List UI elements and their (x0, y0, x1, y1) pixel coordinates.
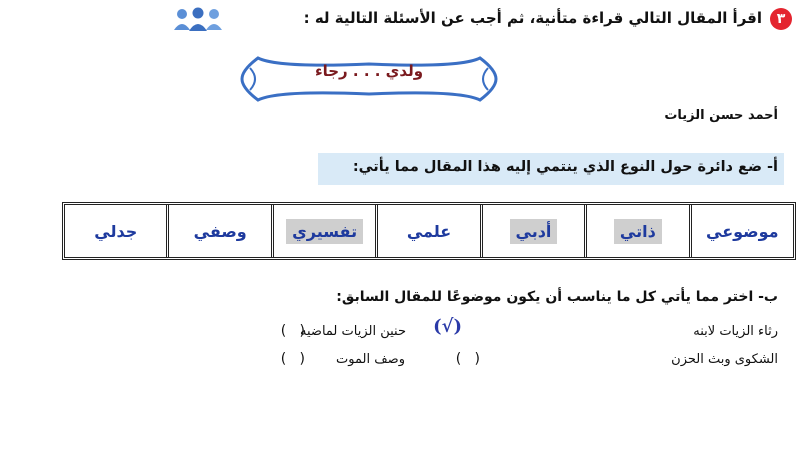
choice-label-3: الشكوى وبث الحزن (671, 352, 778, 367)
choice-label-4: وصف الموت (336, 352, 405, 367)
choice-label-1: رثاء الزيات لابنه (693, 324, 778, 339)
question-number-badge: ٣ (770, 8, 792, 30)
people-icon (172, 6, 224, 32)
option-argumentative[interactable]: جدلي (94, 221, 138, 241)
part-b-prompt: ب- اختر مما يأتي كل ما يناسب أن يكون موضوعًا للمقال السابق: (336, 289, 778, 305)
choice-mark-3[interactable]: ( ) (455, 351, 480, 367)
choice-mark-2[interactable]: ( ) (280, 323, 305, 339)
part-a-prompt: أ- ضع دائرة حول النوع الذي ينتمي إليه هذا المقال مما يأتي: (352, 159, 778, 175)
choice-mark-4[interactable]: ( ) (280, 351, 305, 367)
question-heading: اقرأ المقال التالي قراءة متأنية، ثم أجب عن الأسئلة التالية له : (303, 9, 762, 27)
article-author: أحمد حسن الزيات (664, 108, 778, 123)
option-objective[interactable]: موضوعي (689, 205, 793, 257)
option-subjective[interactable]: ذاتي (584, 205, 688, 257)
option-literary[interactable]: أدبي (480, 205, 584, 257)
option-explanatory[interactable]: تفسيري (271, 205, 375, 257)
choice-mark-1[interactable]: (√) (433, 316, 462, 337)
choice-label-2: حنين الزيات لماضيه (300, 324, 406, 339)
option-scientific[interactable]: علمي (375, 205, 479, 257)
article-title: ولدي . . . رجاء (314, 62, 424, 80)
genre-options-table (62, 202, 796, 260)
option-descriptive[interactable]: وصفي (166, 205, 270, 257)
